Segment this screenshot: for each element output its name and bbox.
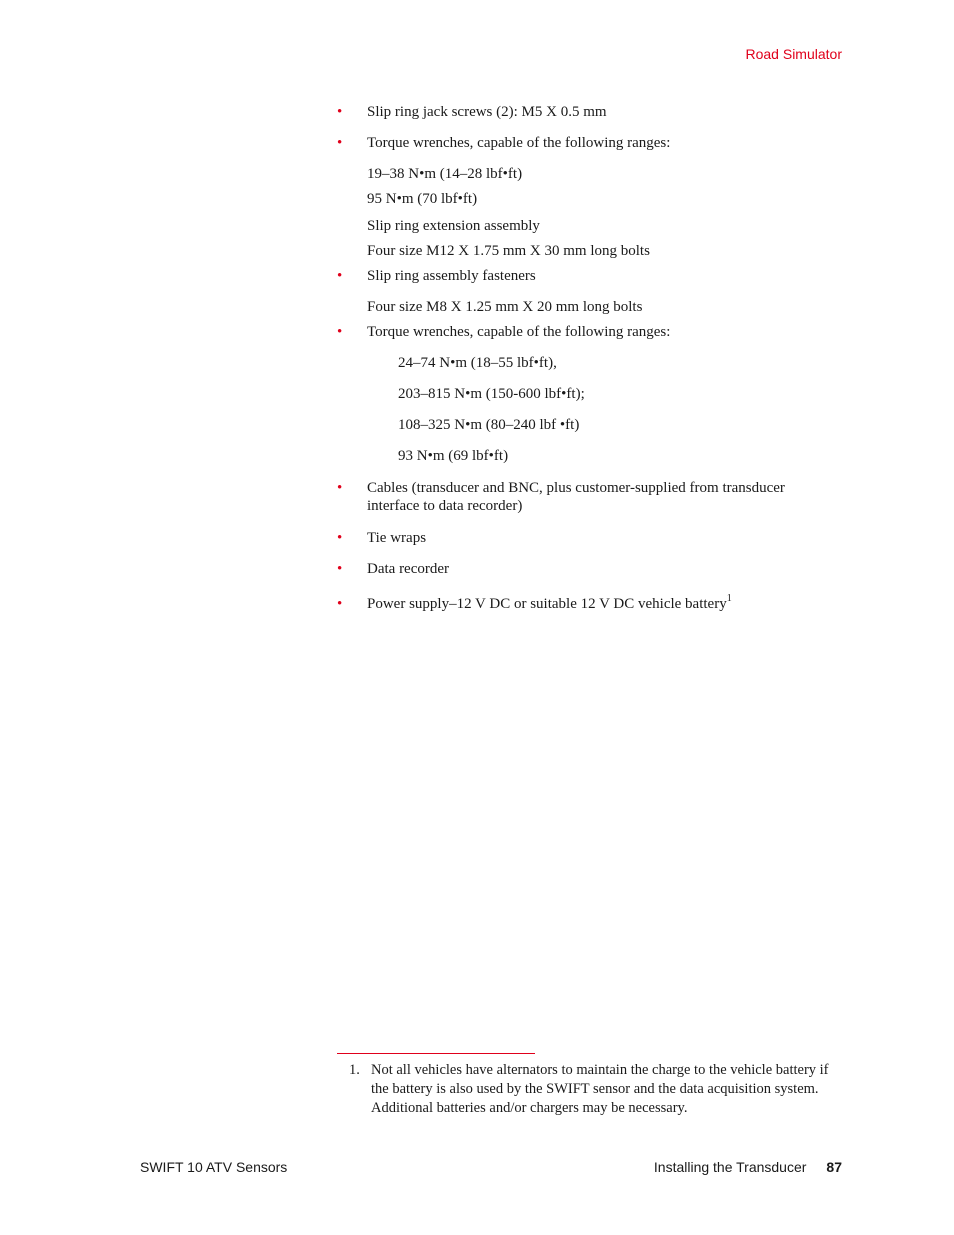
list-item-text: Torque wrenches, capable of the following ranges: <box>367 135 671 151</box>
footnote-text: Not all vehicles have alternators to maintain the charge to the vehicle battery if the battery is also used by the SWIFT sensor and the data acquisition system. Additional batteries and/or chargers may be necessary. <box>371 1062 829 1116</box>
list-item-text: Tie wraps <box>367 530 427 546</box>
bullet-icon: • <box>337 268 343 284</box>
list-item-text: 203–815 N•m (150-600 lbf•ft); <box>398 386 585 402</box>
list-subitem <box>337 298 877 316</box>
torque-range-item <box>337 385 908 403</box>
running-header: Road Simulator <box>745 46 842 62</box>
footnote-number: 1. <box>349 1062 360 1078</box>
list-item <box>337 323 877 341</box>
list-item <box>337 560 877 578</box>
torque-range-item <box>337 447 908 465</box>
footer-chapter-title: Installing the Transducer <box>653 1159 807 1175</box>
bullet-icon: • <box>337 561 343 577</box>
footnote-divider <box>337 1053 535 1054</box>
list-item-text <box>367 595 817 613</box>
footnote <box>349 1061 844 1118</box>
bullet-icon: • <box>337 480 343 496</box>
bullet-icon: • <box>337 596 343 612</box>
bullet-icon: • <box>337 135 343 151</box>
torque-range-item <box>337 416 908 434</box>
list-item-text: 95 N•m (70 lbf•ft) <box>367 191 478 207</box>
list-item <box>337 103 877 121</box>
list-subitem <box>337 242 877 260</box>
list-item-text-main: Power supply–12 V DC or suitable 12 V DC vehicle battery <box>367 596 727 612</box>
list-item <box>337 529 877 547</box>
list-item <box>337 134 877 152</box>
footer-doc-title: SWIFT 10 ATV Sensors <box>140 1159 288 1175</box>
bullet-icon: • <box>337 104 343 120</box>
page-number: 87 <box>826 1159 842 1175</box>
list-item-text: Slip ring assembly fasteners <box>367 268 536 284</box>
list-subitem <box>337 190 877 208</box>
list-item-text: 93 N•m (69 lbf•ft) <box>398 448 509 464</box>
list-item-text: Cables (transducer and BNC, plus customer-supplied from transducer interface to data recorder) <box>367 480 785 514</box>
torque-range-item <box>337 354 908 372</box>
list-item-text: 24–74 N•m (18–55 lbf•ft), <box>398 355 557 371</box>
list-item <box>337 595 877 613</box>
list-item-text: 19–38 N•m (14–28 lbf•ft) <box>367 166 523 182</box>
footnote-reference[interactable]: 1 <box>726 593 732 604</box>
list-item <box>337 479 877 515</box>
list-item-text: Torque wrenches, capable of the following ranges: <box>367 324 671 340</box>
list-item-text: Slip ring extension assembly <box>367 218 540 234</box>
bullet-icon: • <box>337 324 343 340</box>
list-item <box>337 267 877 285</box>
list-subitem <box>337 217 877 235</box>
list-item-text: Four size M8 X 1.25 mm X 20 mm long bolts <box>367 299 643 315</box>
list-item-text: Slip ring jack screws (2): M5 X 0.5 mm <box>367 104 607 120</box>
bullet-icon: • <box>337 530 343 546</box>
list-item-text: Four size M12 X 1.75 mm X 30 mm long bolts <box>367 243 650 259</box>
list-item-text: Data recorder <box>367 561 450 577</box>
footer-chapter <box>654 1159 842 1175</box>
list-item-text: 108–325 N•m (80–240 lbf •ft) <box>398 417 580 433</box>
list-subitem <box>337 165 877 183</box>
